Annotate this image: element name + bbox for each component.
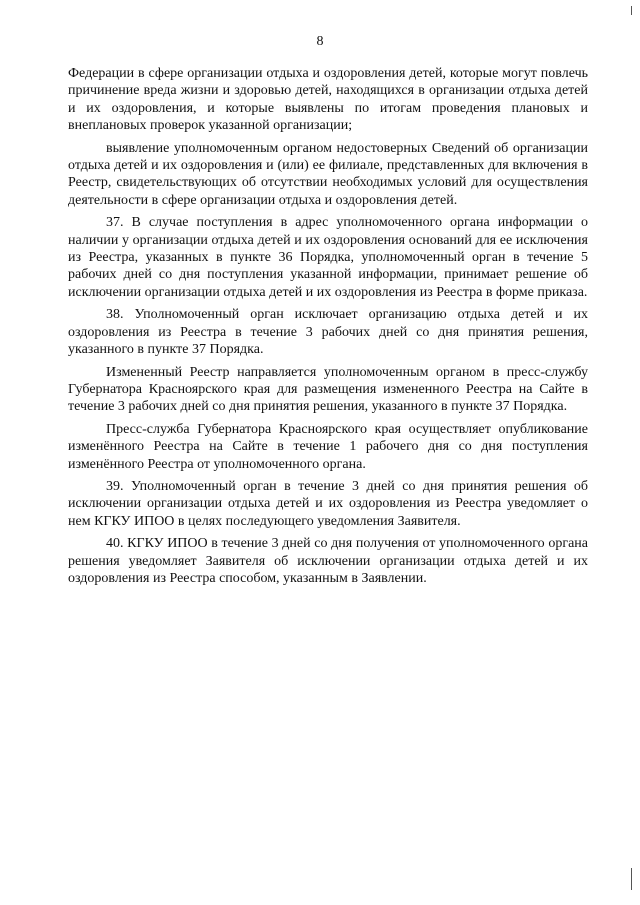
scan-edge-mark-bottom: [631, 868, 632, 890]
paragraph-continuation: Федерации в сфере организации отдыха и оздоровления детей, которые могут повлечь причинение вреда жизни и здоровью детей, находящихся в организации отдыха детей и их оздоровления, и которые выявлены по итогам проведения плановых и внеплановых проверок указанной организации;: [68, 66, 588, 134]
paragraph-40: 40. КГКУ ИПОО в течение 3 дней со дня получения от уполномоченного органа решения уведомляет Заявителя об исключении организации отдыха детей и их оздоровления из Реестра способом, указанным в Заявлении.: [68, 536, 588, 586]
paragraph-unreliable-info: выявление уполномоченным органом недостоверных Сведений об организации отдыха детей и их оздоровления и (или) ее филиале, представленных для включения в Реестр, свидетельствующих об отсутствии необходимых условий для осуществления деятельности в сфере организации отдыха и оздоровления детей.: [68, 140, 588, 208]
page-number: 8: [316, 34, 324, 49]
paragraph-39: 39. Уполномоченный орган в течение 3 дней со дня принятия решения об исключении организации отдыха детей и их оздоровления из Реестра уведомляет о нем КГКУ ИПОО в целях последующего уведомления Заявителя.: [68, 478, 588, 529]
paragraph-changed-registry: Измененный Реестр направляется уполномоченным органом в пресс-службу Губернатора Красноярского края для размещения измененного Реестра на Сайте в течение 3 рабочих дней со дня принятия решения, указанного в пункте 37 Порядка.: [68, 364, 588, 415]
body-text: [68, 65, 588, 592]
scan-edge-mark-top: [631, 6, 632, 15]
paragraph-press-service: Пресс-служба Губернатора Красноярского края осуществляет опубликование изменённого Реестра на Сайте в течение 1 рабочего дня со дня поступления изменённого Реестра от уполномоченного органа.: [68, 421, 588, 472]
paragraph-37: 37. В случае поступления в адрес уполномоченного органа информации о наличии у организации отдыха детей и их оздоровления оснований для ее исключения из Реестра, указанных в пункте 36 Порядка, уполномоченный орган в течение 5 рабочих дней со дня поступления указанной информации, принимает решение об исключении организации отдыха детей и их оздоровления из Реестра в форме приказа.: [68, 215, 588, 300]
paragraph-38: 38. Уполномоченный орган исключает организацию отдыха детей и их оздоровления из Реестра в течение 3 рабочих дней со дня принятия решения, указанного в пункте 37 Порядка.: [68, 307, 588, 358]
